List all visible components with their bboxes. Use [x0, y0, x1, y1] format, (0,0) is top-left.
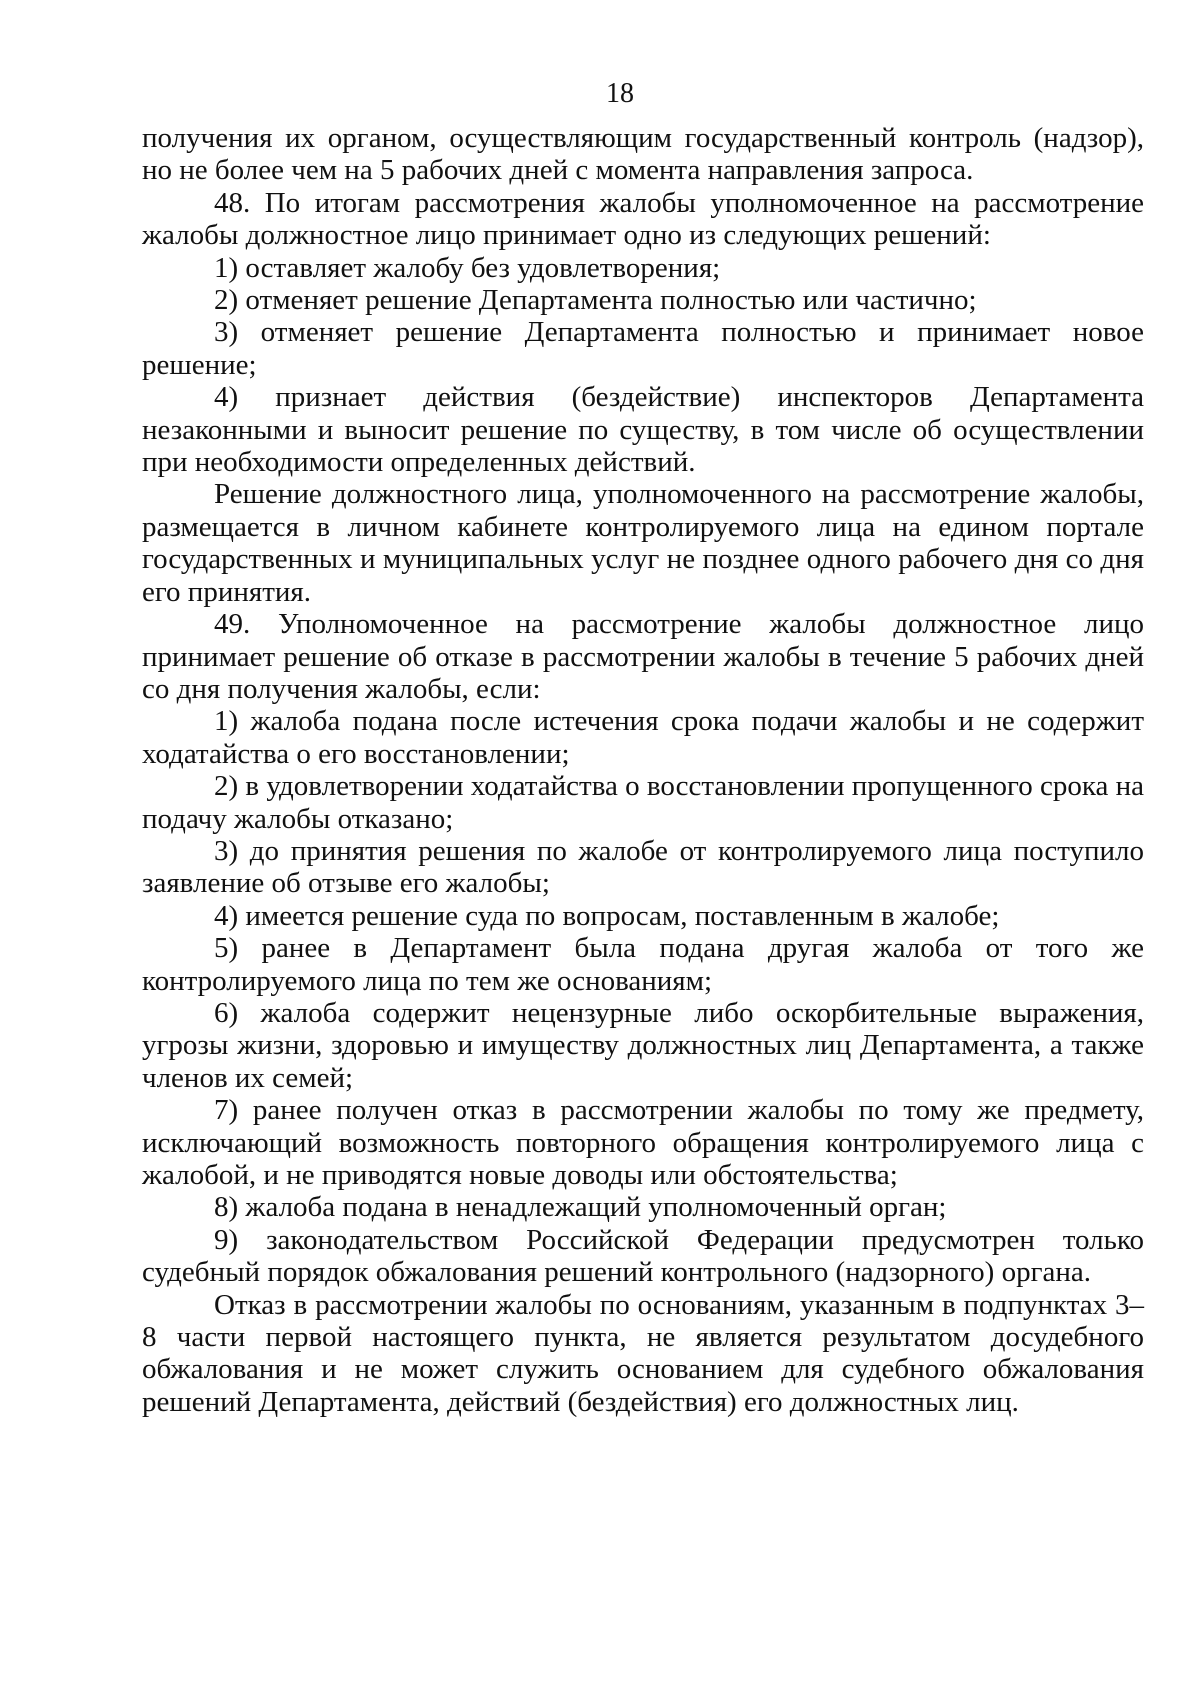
paragraph: Решение должностного лица, уполномоченного на рассмотрение жалобы, размещается в личном кабинете контролируемого лица на едином портале государственных и муниципальных услуг не позднее одного рабочего дня со дня его принятия. [142, 478, 1144, 608]
list-item: 4) признает действия (бездействие) инспекторов Департамента незаконными и выносит решение по существу, в том числе об осуществлении при необходимости определенных действий. [142, 381, 1144, 479]
paragraph: Отказ в рассмотрении жалобы по основаниям, указанным в подпунктах 3–8 части первой настоящего пункта, не является результатом досудебного обжалования и не может служить основанием для судебного обжалования решений Департамента, действий (бездействия) его должностных лиц. [142, 1288, 1144, 1418]
list-item: 5) ранее в Департамент была подана другая жалоба от того же контролируемого лица по тем же основаниям; [142, 932, 1144, 997]
list-item: 2) в удовлетворении ходатайства о восстановлении пропущенного срока на подачу жалобы отказано; [142, 770, 1144, 835]
document-body [142, 122, 1144, 1418]
list-item: 7) ранее получен отказ в рассмотрении жалобы по тому же предмету, исключающий возможность повторного обращения контролируемого лица с жалобой, и не приводятся новые доводы или обстоятельства; [142, 1094, 1144, 1191]
paragraph-item-49: 49. Уполномоченное на рассмотрение жалобы должностное лицо принимает решение об отказе в рассмотрении жалобы в течение 5 рабочих дней со дня получения жалобы, если: [142, 608, 1144, 705]
list-item: 2) отменяет решение Департамента полностью или частично; [214, 284, 977, 317]
list-item: 4) имеется решение суда по вопросам, поставленным в жалобе; [214, 899, 1000, 932]
list-item: 9) законодательством Российской Федерации предусмотрен только судебный порядок обжалования решений контрольного (надзорного) органа. [142, 1223, 1144, 1289]
list-item: 1) жалоба подана после истечения срока подачи жалобы и не содержит ходатайства о его восстановлении; [142, 705, 1144, 770]
list-item: 8) жалоба подана в ненадлежащий уполномоченный орган; [214, 1191, 947, 1224]
page-number: 18 [606, 78, 634, 109]
list-item: 1) оставляет жалобу без удовлетворения; [214, 251, 721, 284]
paragraph: получения их органом, осуществляющим государственный контроль (надзор), но не более чем на 5 рабочих дней с момента направления запроса. [142, 122, 1144, 187]
list-item: 6) жалоба содержит нецензурные либо оскорбительные выражения, угрозы жизни, здоровью и имуществу должностных лиц Департамента, а также членов их семей; [142, 996, 1144, 1094]
list-item: 3) до принятия решения по жалобе от контролируемого лица поступило заявление об отзыве его жалобы; [142, 834, 1144, 900]
list-item: 3) отменяет решение Департамента полностью и принимает новое решение; [142, 316, 1144, 381]
paragraph-item-48: 48. По итогам рассмотрения жалобы уполномоченное на рассмотрение жалобы должностное лицо принимает одно из следующих решений: [142, 186, 1144, 252]
